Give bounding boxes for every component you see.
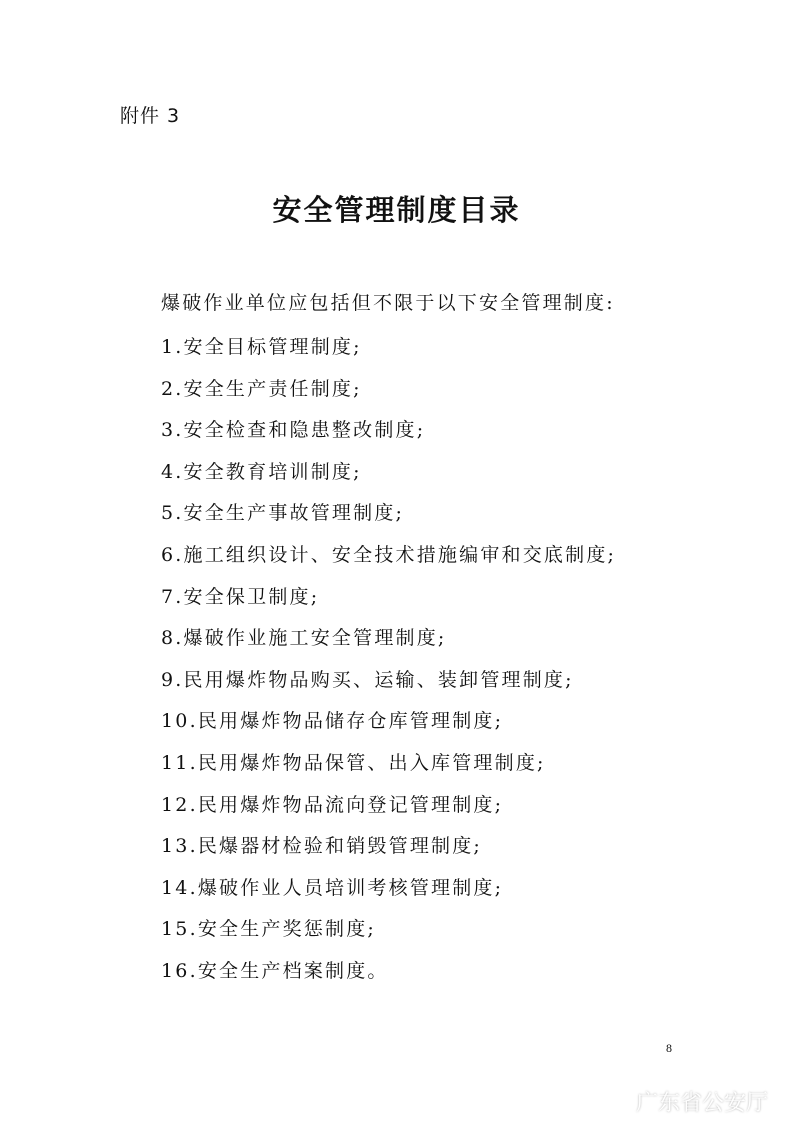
document-title: 安全管理制度目录 [272, 193, 521, 227]
list-item: 13.民爆器材检验和销毁管理制度; [161, 835, 483, 858]
attachment-label: 附件 3 [120, 105, 181, 127]
list-item: 2.安全生产责任制度; [161, 377, 362, 400]
list-item: 11.民用爆炸物品保管、出入库管理制度; [161, 751, 546, 774]
list-item: 1.安全目标管理制度; [161, 336, 362, 358]
list-item: 15.安全生产奖惩制度; [161, 918, 377, 941]
list-item: 9.民用爆炸物品购买、运输、装卸管理制度; [161, 668, 574, 691]
list-item: 6.施工组织设计、安全技术措施编审和交底制度; [161, 543, 617, 566]
regulation-list [161, 331, 616, 997]
list-item: 14.爆破作业人员培训考核管理制度; [161, 876, 504, 899]
police-emblem-icon [604, 1088, 630, 1114]
watermark-text: 广东省公安厅 [636, 1090, 769, 1116]
list-item: 4.安全教育培训制度; [161, 460, 362, 483]
list-item: 16.安全生产档案制度。 [161, 959, 389, 982]
list-item: 7.安全保卫制度; [161, 585, 320, 608]
list-item: 5.安全生产事故管理制度; [161, 502, 405, 525]
list-item: 8.爆破作业施工安全管理制度; [161, 627, 447, 650]
watermark [604, 1085, 768, 1117]
list-item: 10.民用爆炸物品储存仓库管理制度; [161, 710, 504, 733]
list-item: 12.民用爆炸物品流向登记管理制度; [161, 793, 504, 816]
list-item: 3.安全检查和隐患整改制度; [161, 419, 426, 442]
page-number: 8 [666, 1041, 672, 1055]
intro-paragraph: 爆破作业单位应包括但不限于以下安全管理制度: [161, 292, 615, 314]
